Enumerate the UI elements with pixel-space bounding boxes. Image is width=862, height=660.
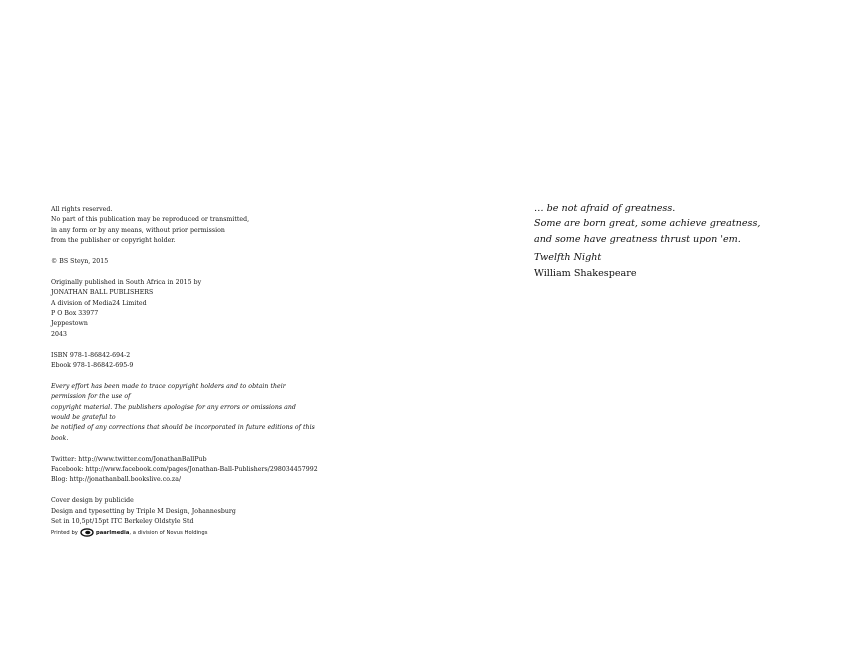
- disclaimer-line: be notified of any corrections that should be incorporated in future editions of this book.: [51, 424, 315, 442]
- publisher-line: P O Box 33977: [51, 310, 99, 318]
- source-title: Twelfth Night: [534, 252, 602, 264]
- isbn-line: ISBN 978-1-86842-694-2: [51, 351, 131, 359]
- credit-line: Set in 10,5pt/15pt ITC Berkeley Oldstyle Std: [51, 518, 194, 526]
- publisher-line: A division of Media24 Limited: [51, 299, 147, 307]
- credit-line: Cover design by publicide: [51, 497, 134, 505]
- isbn-line: Ebook 978-1-86842-695-9: [51, 362, 134, 370]
- printer-name: paarlmedia: [95, 529, 130, 536]
- quote-line: and some have greatness thrust upon 'em.: [534, 233, 741, 245]
- twitter-link: Twitter: http://www.twitter.com/JonathanBallPub: [51, 455, 207, 463]
- rights-line: in any form or by any means, without prior permission: [51, 226, 225, 234]
- source-author: William Shakespeare: [534, 267, 637, 279]
- credit-line: Design and typesetting by Triple M Design, Johannesburg: [51, 507, 236, 515]
- publisher-line: Originally published in South Africa in 2015 by: [51, 278, 202, 286]
- imprint-block: [51, 205, 321, 537]
- disclaimer-line: copyright material. The publishers apologise for any errors or omissions and would be grateful to: [51, 403, 296, 422]
- publisher-line: 2043: [51, 330, 67, 338]
- rights-line: from the publisher or copyright holder.: [51, 237, 176, 245]
- disclaimer-line: Every effort has been made to trace copyright holders and to obtain their permission for the use of: [51, 382, 286, 401]
- printer-suffix: , a division of Novus Holdings: [129, 529, 208, 536]
- rights-line: No part of this publication may be reproduced or transmitted,: [51, 216, 250, 224]
- epigraph-page: [431, 0, 862, 660]
- printer-line: [51, 528, 321, 537]
- copyright-line: © BS Steyn, 2015: [51, 258, 109, 266]
- rights-line: All rights reserved.: [51, 206, 113, 213]
- quote-line: Some are born great, some achieve greatness,: [534, 218, 761, 230]
- blog-link: Blog: http://jonathanball.bookslive.co.za/: [51, 476, 182, 484]
- publisher-line: JONATHAN BALL PUBLISHERS: [51, 289, 154, 297]
- publisher-line: Jeppestown: [51, 320, 88, 328]
- facebook-link: Facebook: http://www.facebook.com/pages/Jonathan-Ball-Publishers/298034457992: [51, 466, 318, 474]
- epigraph: [534, 201, 814, 281]
- printer-prefix: Printed by: [51, 529, 78, 536]
- quote-line: … be not afraid of greatness.: [534, 203, 676, 214]
- paarlmedia-logo-icon: [80, 528, 94, 537]
